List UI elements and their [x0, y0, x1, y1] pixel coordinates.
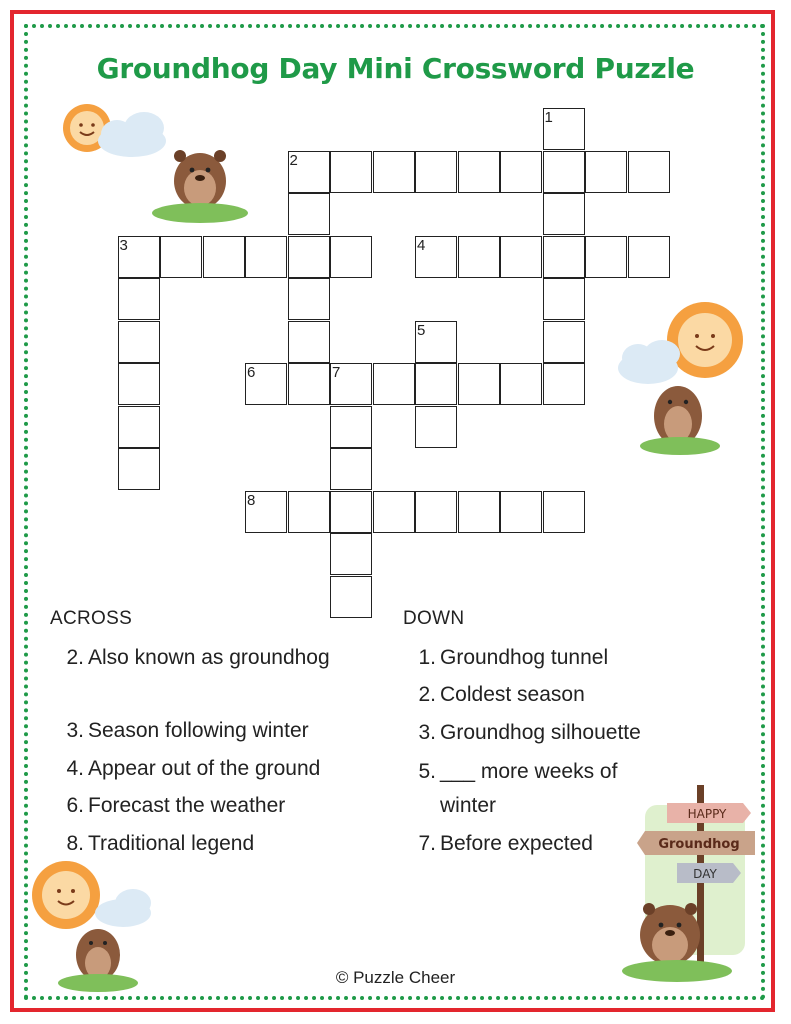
clue-number-label: 5 — [417, 321, 426, 339]
clue-number-label: 7 — [332, 364, 341, 381]
crossword-cell[interactable] — [330, 363, 372, 405]
crossword-cell[interactable] — [288, 363, 330, 405]
crossword-cell[interactable] — [415, 363, 457, 405]
crossword-cell[interactable] — [288, 278, 330, 320]
down-clue-1 — [412, 641, 608, 675]
clue-text: Season following winter — [88, 719, 309, 742]
clue-number-label: 2 — [289, 151, 298, 169]
clue-number: 5. — [418, 760, 436, 783]
sign-text-happy: HAPPY — [687, 807, 727, 821]
clue-number: 2. — [66, 646, 84, 669]
down-clue-7 — [412, 827, 593, 861]
crossword-cell[interactable] — [373, 363, 415, 405]
cloud-icon — [95, 889, 151, 927]
crossword-cell[interactable] — [458, 491, 500, 533]
crossword-cell[interactable] — [118, 448, 160, 490]
clue-text: Appear out of the ground — [88, 757, 321, 780]
crossword-cell[interactable] — [245, 491, 287, 533]
crossword-cell[interactable] — [118, 321, 160, 363]
clue-number-label: 4 — [417, 236, 426, 254]
crossword-cell[interactable] — [288, 491, 330, 533]
crossword-cell[interactable] — [415, 151, 457, 193]
crossword-cell[interactable] — [628, 151, 670, 193]
clue-number: 4. — [66, 757, 84, 780]
crossword-cell[interactable] — [543, 236, 585, 278]
sign-text-day: DAY — [693, 867, 717, 881]
crossword-cell[interactable] — [415, 236, 457, 278]
crossword-cell[interactable] — [458, 236, 500, 278]
crossword-cell[interactable] — [458, 151, 500, 193]
across-clue-3 — [60, 714, 309, 748]
clue-number: 7. — [418, 832, 436, 855]
crossword-cell[interactable] — [458, 363, 500, 405]
groundhog-icon — [640, 903, 700, 965]
crossword-cell[interactable] — [543, 363, 585, 405]
clue-text: Forecast the weather — [88, 794, 286, 817]
crossword-cell[interactable] — [500, 491, 542, 533]
crossword-cell[interactable] — [288, 151, 330, 193]
crossword-cell[interactable] — [118, 236, 160, 278]
clue-text: Groundhog tunnel — [440, 646, 609, 669]
down-clue-5-continued — [440, 789, 496, 823]
crossword-cell[interactable] — [543, 278, 585, 320]
crossword-cell[interactable] — [585, 151, 627, 193]
clue-number-label: 8 — [247, 491, 256, 509]
clue-number: 3. — [418, 721, 436, 744]
crossword-cell[interactable] — [415, 321, 457, 363]
crossword-cell[interactable] — [500, 151, 542, 193]
page-title: Groundhog Day Mini Crossword Puzzle — [96, 52, 695, 85]
crossword-cell[interactable] — [543, 193, 585, 235]
crossword-cell[interactable] — [373, 151, 415, 193]
clue-number-label: 3 — [119, 236, 128, 254]
clue-text: Traditional legend — [88, 832, 255, 855]
crossword-cell[interactable] — [118, 406, 160, 448]
crossword-cell[interactable] — [160, 236, 202, 278]
crossword-cell[interactable] — [500, 363, 542, 405]
crossword-cell[interactable] — [203, 236, 245, 278]
crossword-cell[interactable] — [245, 236, 287, 278]
crossword-cell[interactable] — [500, 236, 542, 278]
down-clue-2 — [412, 678, 585, 712]
crossword-cell[interactable] — [585, 236, 627, 278]
sun-icon — [32, 861, 100, 929]
clue-number: 8. — [66, 832, 84, 855]
crossword-cell[interactable] — [543, 491, 585, 533]
crossword-cell[interactable] — [330, 236, 372, 278]
crossword-cell[interactable] — [288, 321, 330, 363]
crossword-cell[interactable] — [628, 236, 670, 278]
copyright-footer: © Puzzle Cheer — [335, 968, 456, 987]
clue-number: 1. — [418, 646, 436, 669]
crossword-cell[interactable] — [415, 491, 457, 533]
crossword-cell[interactable] — [330, 533, 372, 575]
crossword-cell[interactable] — [330, 151, 372, 193]
down-heading: DOWN — [403, 608, 465, 629]
crossword-cell[interactable] — [330, 576, 372, 618]
crossword-cell[interactable] — [415, 406, 457, 448]
crossword-cell[interactable] — [288, 193, 330, 235]
clue-text: Before expected — [440, 832, 593, 855]
crossword-cell[interactable] — [373, 491, 415, 533]
across-clue-8 — [60, 827, 254, 861]
across-clue-2 — [60, 641, 330, 675]
across-heading: ACROSS — [50, 608, 133, 629]
crossword-cell[interactable] — [245, 363, 287, 405]
clue-text: Coldest season — [440, 683, 585, 706]
crossword-cell[interactable] — [330, 491, 372, 533]
crossword-cell[interactable] — [543, 151, 585, 193]
across-clue-4 — [60, 752, 320, 786]
crossword-cell[interactable] — [118, 363, 160, 405]
clue-number: 2. — [418, 683, 436, 706]
happy-groundhog-day-sign-illustration — [615, 785, 765, 990]
across-clue-6 — [60, 789, 285, 823]
clue-text: Groundhog silhouette — [440, 721, 641, 744]
down-clue-5 — [412, 755, 617, 789]
crossword-cell[interactable] — [543, 108, 585, 150]
clue-number-label: 6 — [247, 364, 256, 381]
crossword-cell[interactable] — [288, 236, 330, 278]
clue-number-label: 1 — [544, 109, 553, 126]
clue-text: Also known as groundhog — [88, 646, 330, 669]
clue-number: 6. — [66, 794, 84, 817]
crossword-cell[interactable] — [118, 278, 160, 320]
down-clue-3 — [412, 716, 641, 750]
crossword-cell[interactable] — [330, 448, 372, 490]
crossword-cell[interactable] — [330, 406, 372, 448]
clue-number: 3. — [66, 719, 84, 742]
clue-text: ___ more weeks of — [440, 760, 618, 783]
clue-text: winter — [440, 794, 497, 817]
crossword-cell[interactable] — [543, 321, 585, 363]
sign-text-groundhog: Groundhog — [658, 837, 740, 852]
